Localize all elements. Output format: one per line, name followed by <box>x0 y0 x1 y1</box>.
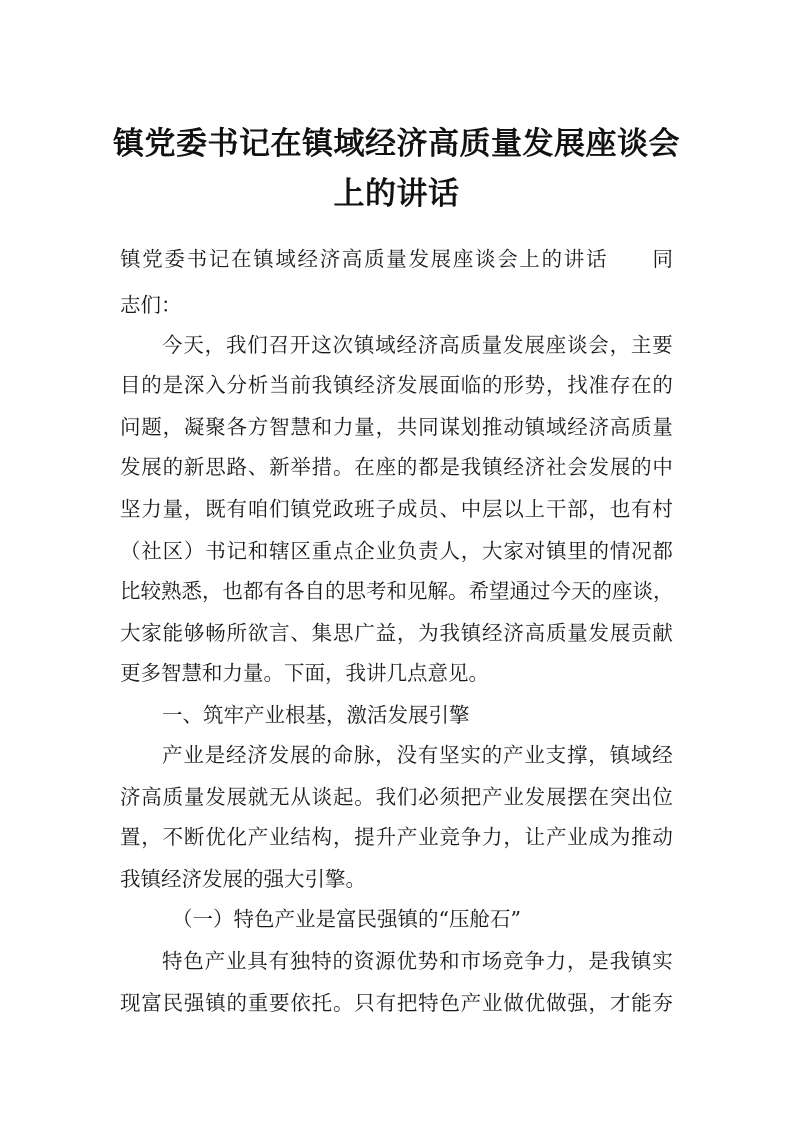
body-line: 志们： <box>120 293 182 317</box>
paragraph-line: 目 的 是 深 入 分 析 当 前 我 镇 经 济 发 展 面 临 的 形 势 ， 找 准 存 在 的 <box>120 373 673 397</box>
document-title-line-2: 上的讲话 <box>333 176 460 212</box>
paragraph-line: 我镇经济发展的强大引擎。 <box>120 867 366 891</box>
paragraph-line: 坚 力 量 ， 既 有 咱 们 镇 党 政 班 子 成 员 、 中 层 以 上 干 部 ， 也 有 村 <box>120 497 673 521</box>
paragraph-line: 比 较 熟 悉 ， 也 都 有 各 自 的 思 考 和 见 解 。 希 望 通 过 今 天 的 座 谈 ， <box>120 579 674 603</box>
section-heading: 一、筑牢产业根基，激活发展引擎 <box>162 703 470 727</box>
paragraph-line: 置 ， 不 断 优 化 产 业 结 构 ， 提 升 产 业 竞 争 力 ， 让 产 业 成 为 推 动 <box>120 825 673 849</box>
document-title-line-1: 镇党委书记在镇域经济高质量发展座谈会 <box>113 126 680 162</box>
paragraph-line: 特 色 产 业 具 有 独 特 的 资 源 优 势 和 市 场 竞 争 力 ， 是 我 镇 实 <box>162 949 673 973</box>
paragraph-line: 问 题 ， 凝 聚 各 方 智 慧 和 力 量 ， 共 同 谋 划 推 动 镇 域 经 济 高 质 量 <box>120 415 673 439</box>
paragraph-line: 济 高 质 量 发 展 就 无 从 谈 起 。 我 们 必 须 把 产 业 发 展 摆 在 突 出 位 <box>120 785 673 809</box>
paragraph-line: 更多智慧和力量。下面，我讲几点意见。 <box>120 661 489 685</box>
paragraph-line: 大 家 能 够 畅 所 欲 言 、 集 思 广 益 ， 为 我 镇 经 济 高 质 量 发 展 贡 献 <box>120 621 673 645</box>
paragraph-line: 产 业 是 经 济 发 展 的 命 脉 ， 没 有 坚 实 的 产 业 支 撑 ， 镇 域 经 <box>162 743 673 767</box>
body-line: 镇 党 委 书 记 在 镇 域 经 济 高 质 量 发 展 座 谈 会 上 的 讲 话 同 <box>120 247 673 271</box>
paragraph-line: 现 富 民 强 镇 的 重 要 依 托 。 只 有 把 特 色 产 业 做 优 做 强 ， 才 能 夯 <box>120 991 673 1015</box>
paragraph-line: 今 天 ， 我 们 召 开 这 次 镇 域 经 济 高 质 量 发 展 座 谈 会 ， 主 要 <box>162 333 673 357</box>
paragraph-line: 发 展 的 新 思 路 、 新 举 措 。 在 座 的 都 是 我 镇 经 济 社 会 发 展 的 中 <box>120 455 673 479</box>
subsection-heading: （一）特色产业是富民强镇的“压舱石” <box>172 907 521 931</box>
paragraph-line: （ 社 区 ） 书 记 和 辖 区 重 点 企 业 负 责 人 ， 大 家 对 镇 里 的 情 况 都 <box>120 539 673 563</box>
